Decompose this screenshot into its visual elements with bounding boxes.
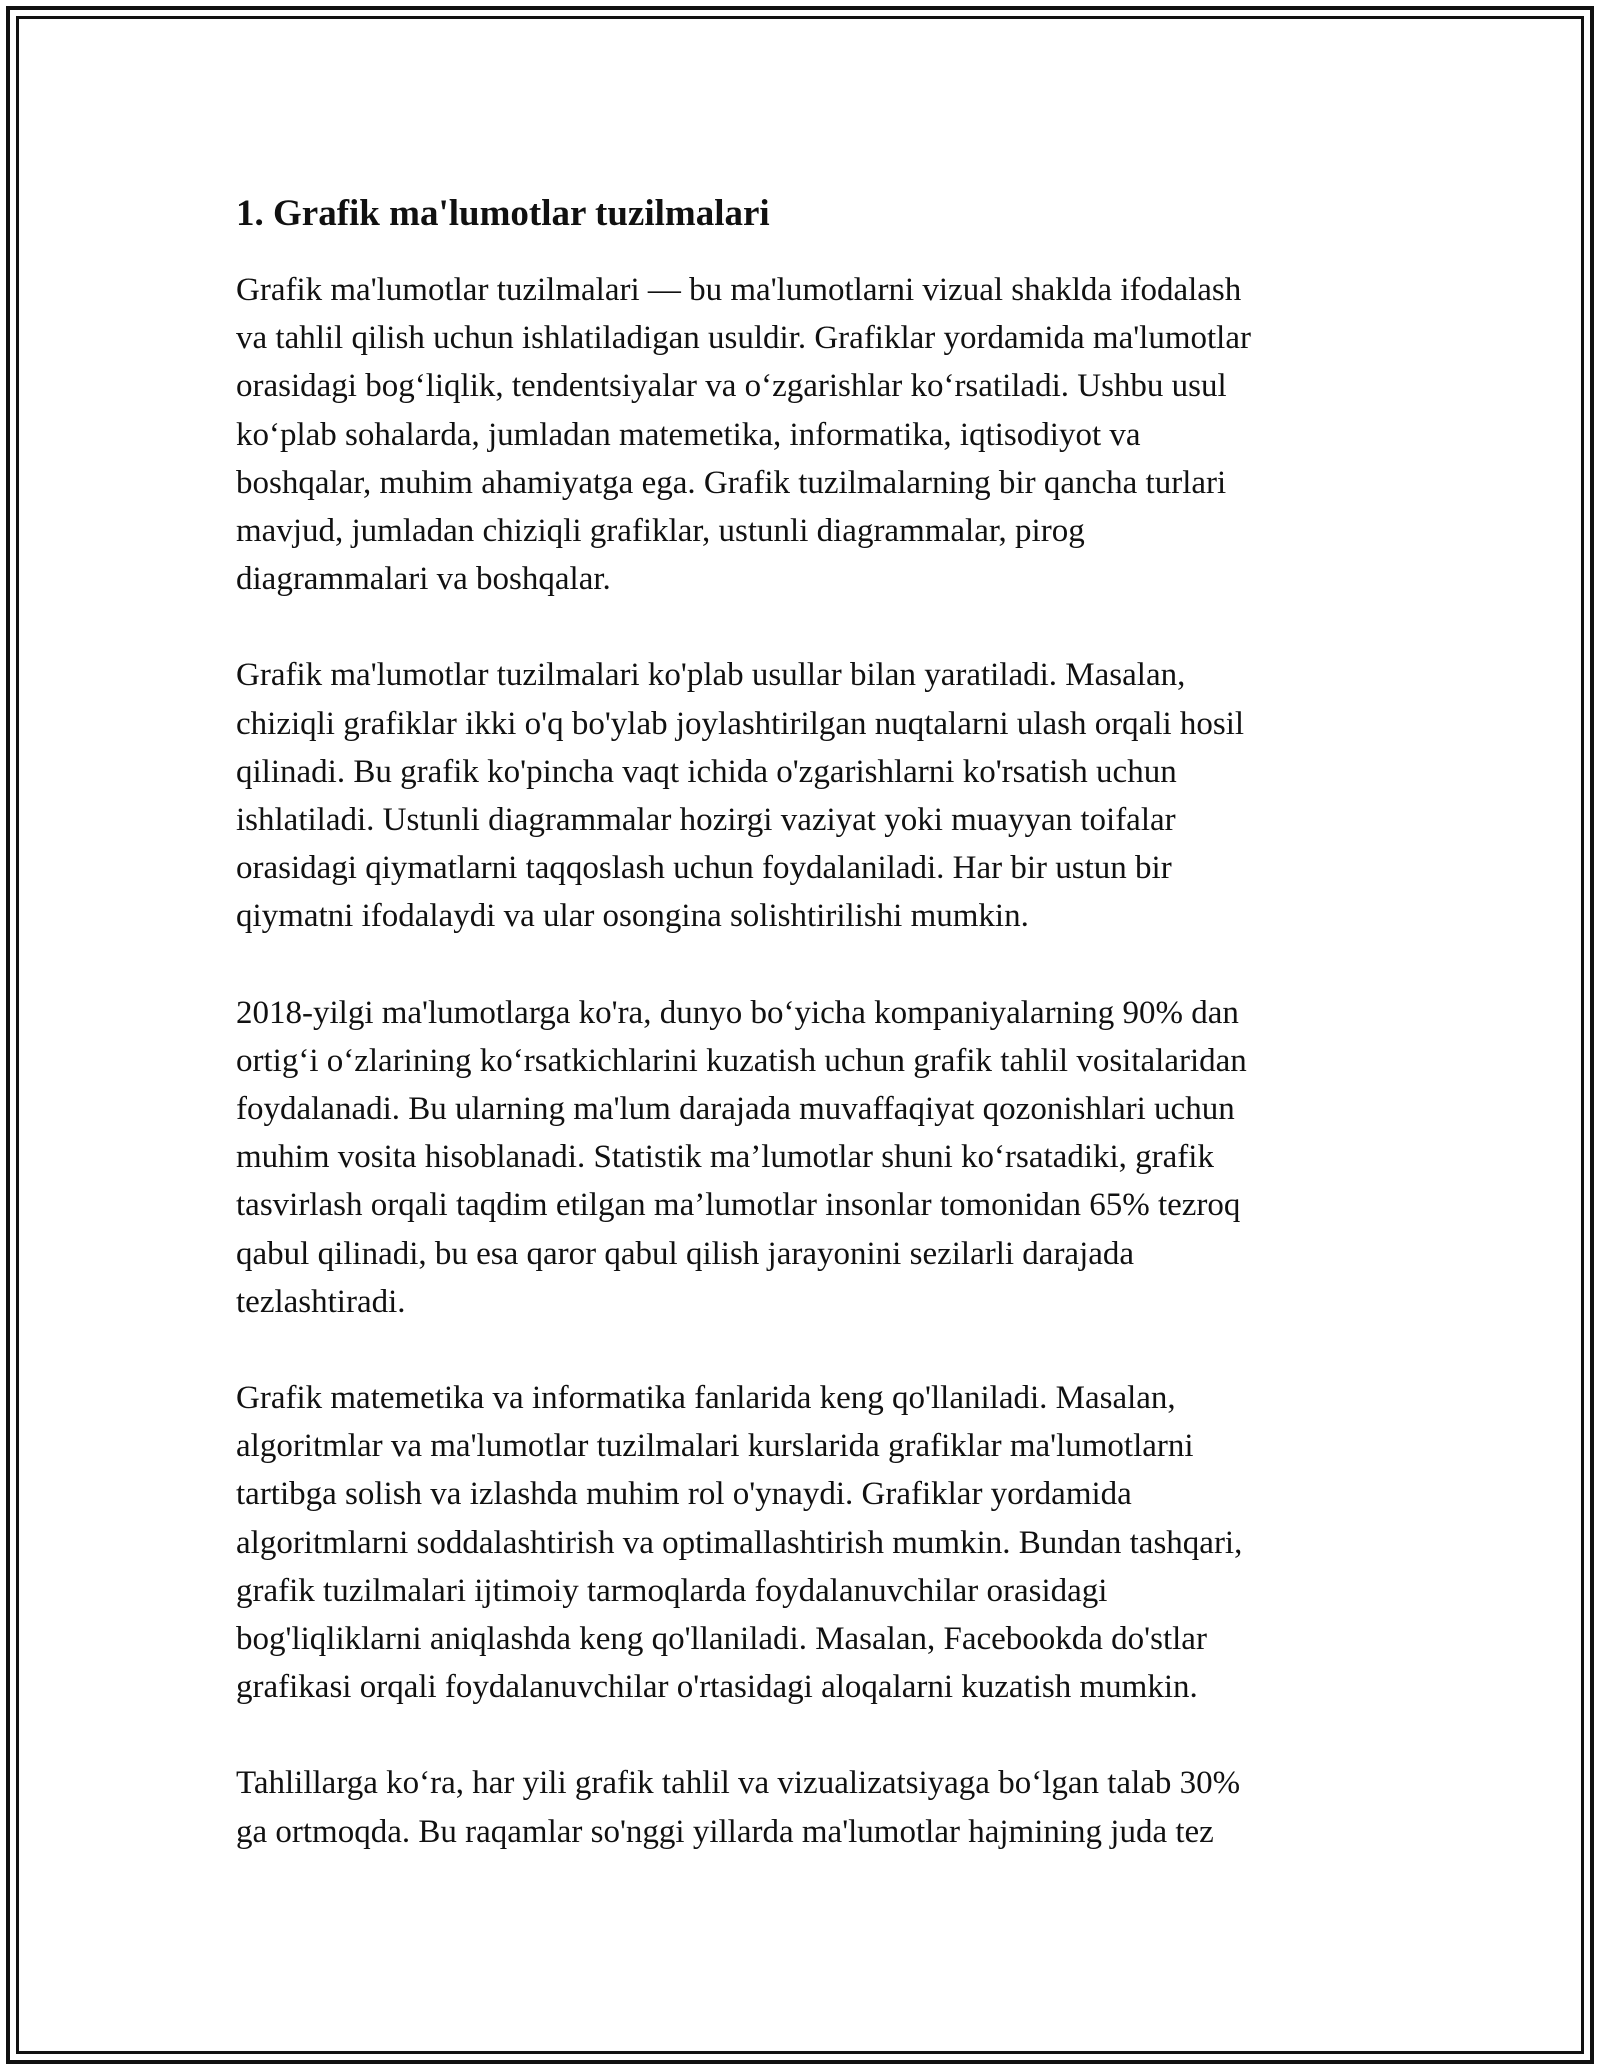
paragraph-list [236,266,1376,1856]
text-line: orasidagi qiymatlarni taqqoslash uchun foydalaniladi. Har bir ustun bir [236,850,1172,887]
text-line: tasvirlash orqali taqdim etilgan ma’lumotlar insonlar tomonidan 65% tezroq [236,1187,1241,1224]
text-line: tartibga solish va izlashda muhim rol o'ynaydi. Grafiklar yordamida [236,1476,1132,1513]
section-heading: 1. Grafik ma'lumotlar tuzilmalari [236,193,770,234]
text-line: Grafik ma'lumotlar tuzilmalari ko'plab usullar bilan yaratiladi. Masalan, [236,657,1186,694]
text-line: mavjud, jumladan chiziqli grafiklar, ustunli diagrammalar, pirog [236,513,1085,550]
text-line: ortig‘i o‘zlarining ko‘rsatkichlarini kuzatish uchun grafik tahlil vositalaridan [236,1042,1247,1079]
text-line: va tahlil qilish uchun ishlatiladigan usuldir. Grafiklar yordamida ma'lumotlar [236,320,1251,357]
paragraph [236,266,1376,603]
text-line: chiziqli grafiklar ikki o'q bo'ylab joylashtirilgan nuqtalarni ulash orqali hosil [236,705,1245,742]
text-line: algoritmlarni soddalashtirish va optimallashtirish mumkin. Bundan tashqari, [236,1524,1243,1561]
text-line: qabul qilinadi, bu esa qaror qabul qilish jarayonini sezilarli darajada [236,1235,1135,1272]
text-line: grafik tuzilmalari ijtimoiy tarmoqlarda foydalanuvchilar orasidagi [236,1572,1108,1609]
text-line: foydalanadi. Bu ularning ma'lum darajada muvaffaqiyat qozonishlari uchun [236,1091,1235,1128]
text-line: diagrammalari va boshqalar. [236,561,611,598]
text-line: qiymatni ifodalaydi va ular osongina solishtirilishi mumkin. [236,898,1029,935]
text-line: bog'liqliklarni aniqlashda keng qo'llaniladi. Masalan, Facebookda do'stlar [236,1621,1207,1658]
text-line: grafikasi orqali foydalanuvchilar o'rtasidagi aloqalarni kuzatish mumkin. [236,1669,1198,1706]
paragraph [236,1759,1376,1855]
paragraph [236,651,1376,940]
text-line: Grafik ma'lumotlar tuzilmalari — bu ma'lumotlarni vizual shaklda ifodalash [236,272,1242,308]
text-line: orasidagi bog‘liqlik, tendentsiyalar va o‘zgarishlar ko‘rsatiladi. Ushbu usul [236,368,1227,405]
text-line: 2018-yilgi ma'lumotlarga ko'ra, dunyo bo‘yicha kompaniyalarning 90% dan [236,994,1239,1031]
text-line: qilinadi. Bu grafik ko'pincha vaqt ichida o'zgarishlarni ko'rsatish uchun [236,753,1177,790]
document-body [236,184,1376,1904]
paragraph [236,989,1376,1326]
text-line: Grafik matemetika va informatika fanlarida keng qo'llaniladi. Masalan, [236,1380,1176,1417]
text-line: ko‘plab sohalarda, jumladan matemetika, informatika, iqtisodiyot va [236,416,1141,453]
text-line: algoritmlar va ma'lumotlar tuzilmalari kurslarida grafiklar ma'lumotlarni [236,1428,1194,1465]
text-line: ga ortmoqda. Bu raqamlar so'nggi yillarda ma'lumotlar hajmining juda tez [236,1813,1214,1850]
text-line: Tahlillarga ko‘ra, har yili grafik tahlil va vizualizatsiyaga bo‘lgan talab 30% [236,1765,1241,1802]
text-line: ishlatiladi. Ustunli diagrammalar hozirgi vaziyat yoki muayyan toifalar [236,802,1176,839]
text-line: boshqalar, muhim ahamiyatga ega. Grafik tuzilmalarning bir qancha turlari [236,464,1227,501]
text-line: tezlashtiradi. [236,1283,406,1320]
paragraph [236,1374,1376,1711]
text-line: muhim vosita hisoblanadi. Statistik ma’lumotlar shuni ko‘rsatadiki, grafik [236,1139,1214,1176]
